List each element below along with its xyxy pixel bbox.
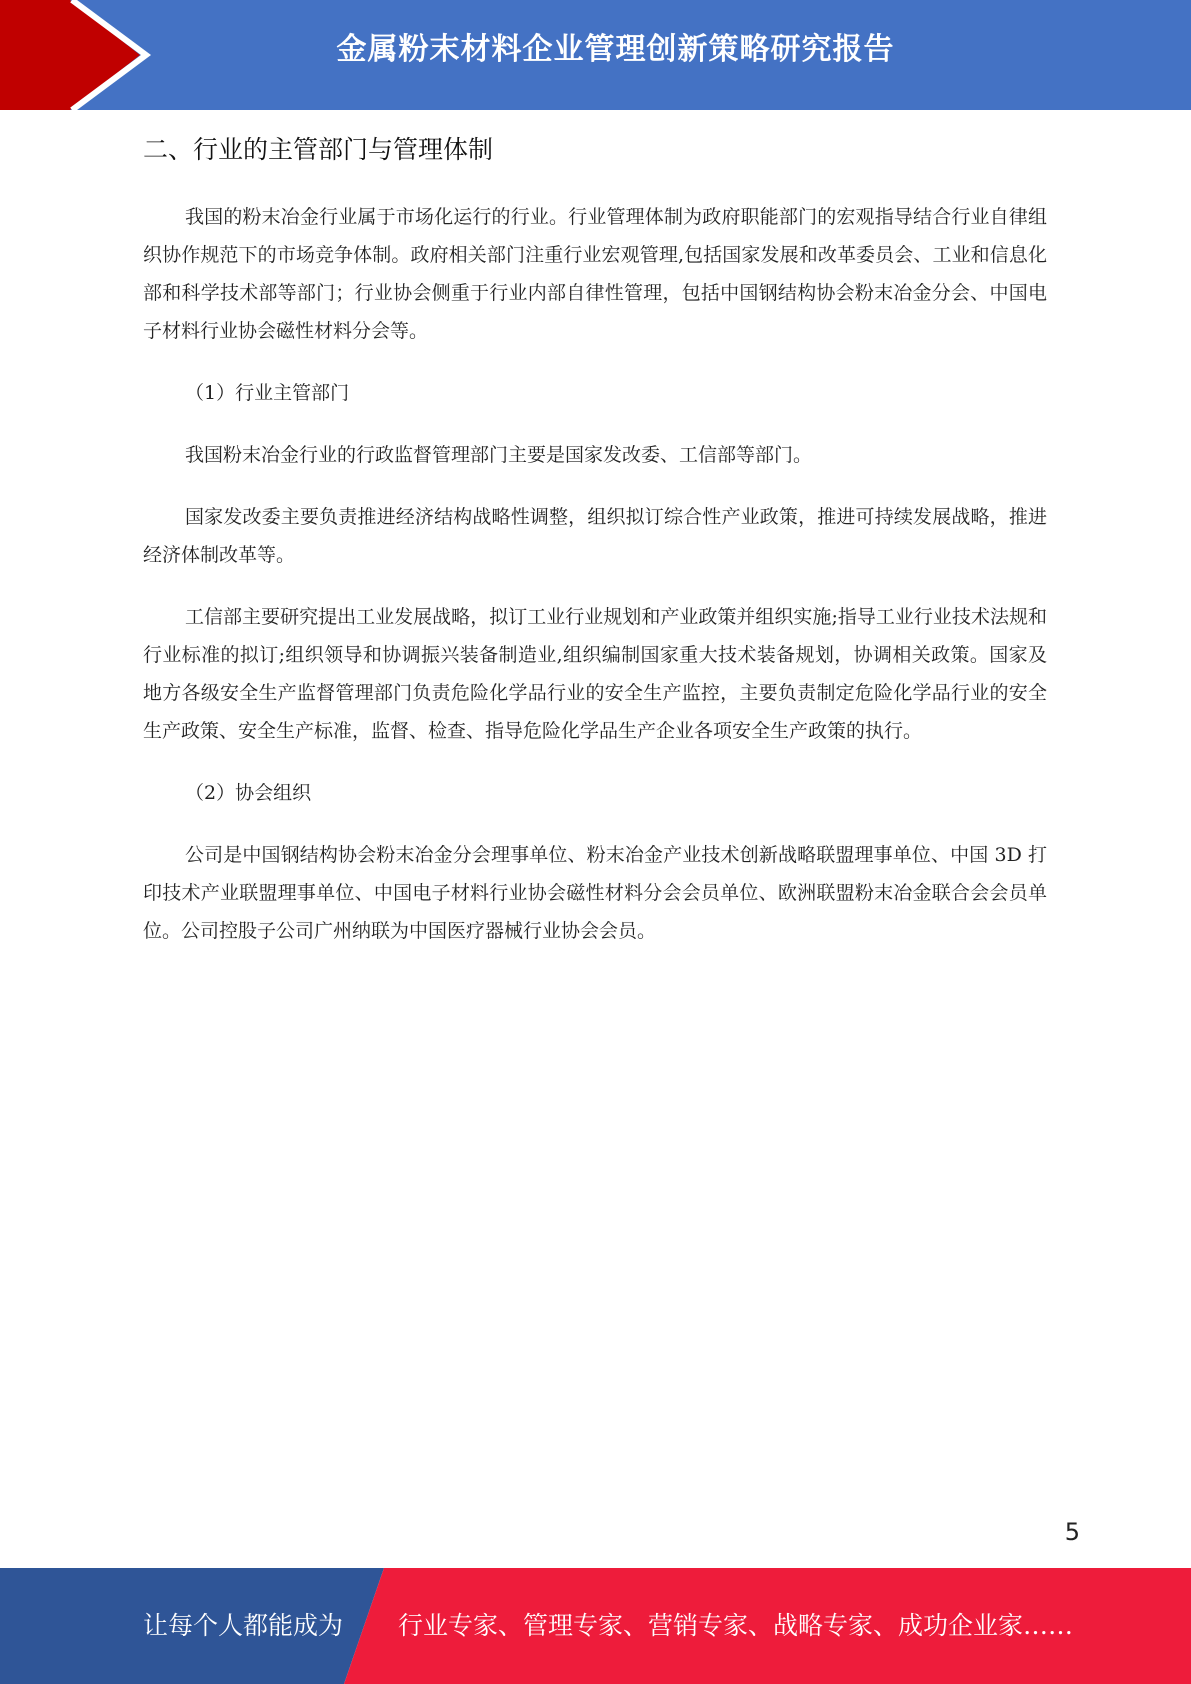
footer-slogan-left: 让每个人都能成为 bbox=[143, 1611, 344, 1640]
footer-slogan-right: 行业专家、管理专家、营销专家、战略专家、成功企业家…… bbox=[398, 1611, 1074, 1640]
report-title: 金属粉末材料企业管理创新策略研究报告 bbox=[336, 32, 895, 67]
page-number: 5 bbox=[1064, 1518, 1080, 1546]
page-footer bbox=[0, 1568, 1191, 1684]
paragraph-memberships: 公司是中国钢结构协会粉末冶金分会理事单位、粉末冶金产业技术创新战略联盟理事单位、中国 3D 打印技术产业联盟理事单位、中国电子材料行业协会磁性材料分会会员单位、欧洲联盟粉末冶金联合会会员单位。公司控股子公司广州纳联为中国医疗器械行业协会会员。 bbox=[143, 844, 1047, 942]
section-heading: 二、行业的主管部门与管理体制 bbox=[143, 135, 494, 164]
paragraph-ndrc: 国家发改委主要负责推进经济结构战略性调整，组织拟订综合性产业政策，推进可持续发展战略，推进经济体制改革等。 bbox=[143, 506, 1047, 566]
intro-paragraph: 我国的粉末冶金行业属于市场化运行的行业。行业管理体制为政府职能部门的宏观指导结合行业自律组织协作规范下的市场竞争体制。政府相关部门注重行业宏观管理,包括国家发展和改革委员会、工业和信息化部和科学技术部等部门；行业协会侧重于行业内部自律性管理，包括中国钢结构协会粉末冶金分会、中国电子材料行业协会磁性材料分会等。 bbox=[143, 206, 1047, 342]
subheading-associations: （2）协会组织 bbox=[185, 782, 312, 804]
subheading-competent-department: （1）行业主管部门 bbox=[185, 382, 350, 404]
paragraph-miit: 工信部主要研究提出工业发展战略，拟订工业行业规划和产业政策并组织实施;指导工业行业技术法规和行业标准的拟订;组织领导和协调振兴装备制造业,组织编制国家重大技术装备规划，协调相关政策。国家及地方各级安全生产监督管理部门负责危险化学品行业的安全生产监控，主要负责制定危险化学品行业的安全生产政策、安全生产标准，监督、检查、指导危险化学品生产企业各项安全生产政策的执行。 bbox=[143, 606, 1047, 742]
page-header bbox=[0, 0, 1191, 110]
paragraph-regulators: 我国粉末冶金行业的行政监督管理部门主要是国家发改委、工信部等部门。 bbox=[185, 444, 813, 466]
main-content bbox=[143, 128, 1047, 974]
